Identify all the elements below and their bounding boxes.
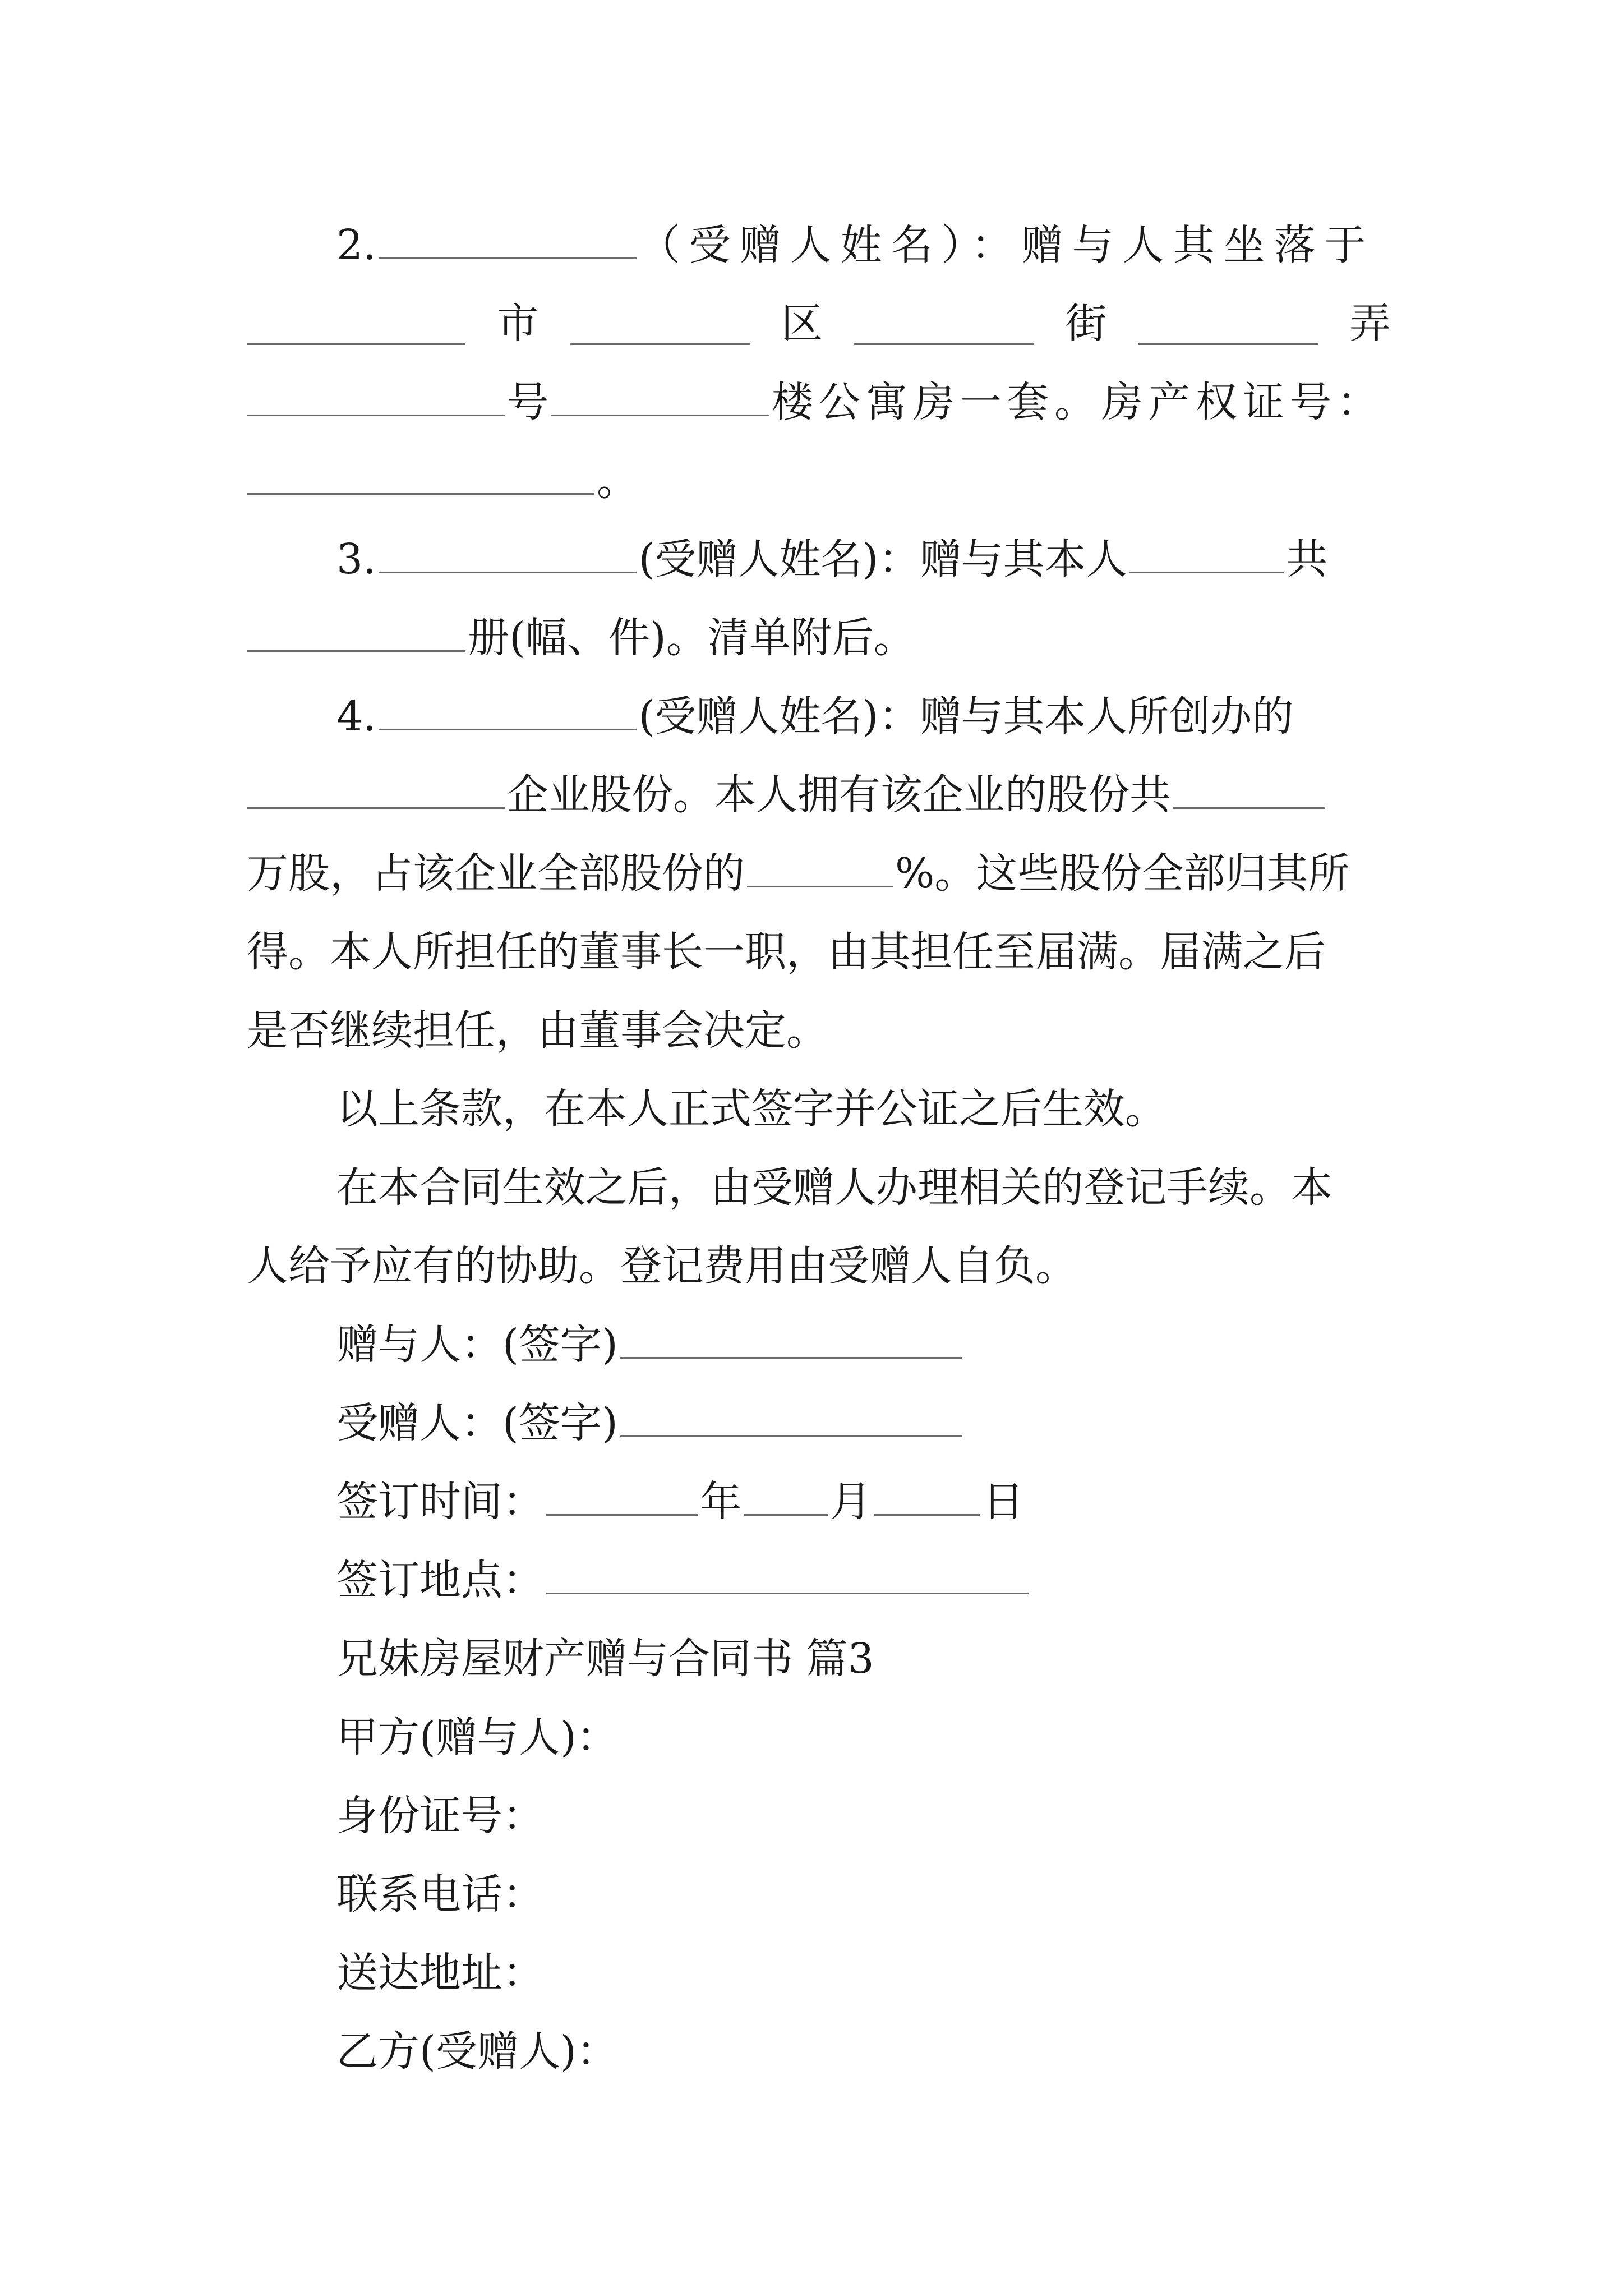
phone-label: 联系电话：	[336, 1870, 544, 1918]
donee-signature-blank	[620, 1395, 962, 1437]
section-title	[336, 1631, 1391, 1687]
blank-field	[379, 688, 637, 730]
item4-line3	[247, 845, 1391, 901]
donee-sign-label: 受赠人：(签字)	[336, 1399, 618, 1447]
item2-end: 。	[597, 457, 638, 505]
blank-field	[551, 374, 769, 416]
item-number: 2.	[336, 221, 376, 269]
blank-field	[1138, 303, 1318, 345]
item-number: 3.	[336, 535, 376, 583]
register-line2	[247, 1238, 1391, 1294]
item3-tail: 册(幅、件)。清单附后。	[468, 614, 915, 662]
item4-line2	[247, 767, 1391, 823]
sign-place-blank	[546, 1552, 1029, 1594]
item4-line2-text: 企业股份。本人拥有该企业的股份共	[507, 771, 1171, 819]
item2-tail: 楼公寓房一套。房产权证号：	[772, 378, 1384, 426]
donor-signature-line	[336, 1317, 1391, 1373]
certificate-blank	[247, 453, 594, 495]
register-text2: 人给予应有的协助。登记费用由受赠人自负。	[247, 1242, 1077, 1290]
day-blank	[874, 1474, 980, 1516]
donee-signature-line	[336, 1395, 1391, 1451]
register-line1	[336, 1159, 1391, 1216]
month-blank	[744, 1474, 828, 1516]
item2-line1	[336, 217, 1391, 273]
blank-field	[247, 610, 465, 652]
lane-label: 弄	[1349, 300, 1391, 348]
item3-line2	[247, 610, 1391, 666]
id-number-label: 身份证号：	[336, 1792, 544, 1840]
month-label: 月	[830, 1478, 872, 1526]
donor-signature-blank	[620, 1317, 962, 1359]
item2-line2	[247, 296, 1391, 352]
blank-field	[570, 303, 750, 345]
item4-text: (受赠人姓名)：赠与其本人所创办的	[638, 692, 1294, 740]
item3-gong: 共	[1286, 535, 1328, 583]
item2-line4	[247, 453, 1391, 509]
address-label: 送达地址：	[336, 1949, 544, 1997]
item4-line5-text: 是否继续担任，由董事会决定。	[247, 1006, 828, 1055]
party-b-label: 乙方(受赠人)：	[336, 2027, 618, 2076]
year-label: 年	[700, 1478, 741, 1526]
sign-time-label: 签订时间：	[336, 1478, 544, 1526]
sign-time-line	[336, 1474, 1391, 1530]
item4-line4	[247, 924, 1391, 980]
blank-field	[1173, 767, 1325, 809]
party-a-label: 甲方(赠与人)：	[336, 1713, 618, 1761]
blank-field	[379, 531, 637, 573]
item4-line5	[247, 1002, 1391, 1059]
donor-sign-label: 赠与人：(签字)	[336, 1320, 618, 1369]
phone-line	[336, 1866, 1391, 1922]
blank-field	[247, 374, 505, 416]
percent-blank	[747, 845, 893, 887]
effect-text: 以上条款，在本人正式签字并公证之后生效。	[336, 1085, 1166, 1133]
sign-place-label: 签订地点：	[336, 1556, 544, 1604]
blank-field	[1129, 531, 1284, 573]
number-label: 号	[507, 378, 548, 426]
item3-text: (受赠人姓名)：赠与其本人	[638, 535, 1128, 583]
effect-clause	[336, 1081, 1391, 1137]
item4-line4-text: 得。本人所担任的董事长一职，由其担任至届满。届满之后	[247, 928, 1326, 976]
enterprise-blank	[247, 767, 505, 809]
item-number: 4.	[336, 692, 376, 740]
item4-line3b: %。这些股份全部归其所	[895, 849, 1350, 898]
city-label: 市	[497, 300, 539, 348]
blank-field	[247, 303, 465, 345]
sign-place-line	[336, 1552, 1391, 1608]
blank-field	[379, 217, 637, 259]
item4-line1	[336, 688, 1391, 744]
blank-field	[854, 303, 1034, 345]
day-label: 日	[983, 1478, 1024, 1526]
district-label: 区	[781, 300, 823, 348]
item2-text: （受赠人姓名）：赠与人其坐落于	[638, 221, 1375, 269]
item3-line1	[336, 531, 1391, 587]
id-number-line	[336, 1788, 1391, 1844]
item2-line3	[247, 374, 1391, 430]
address-line	[336, 1945, 1391, 2001]
item4-line3a: 万股，占该企业全部股份的	[247, 849, 745, 898]
party-b-line	[336, 2023, 1391, 2079]
year-blank	[546, 1474, 698, 1516]
section-title-text: 兄妹房屋财产赠与合同书 篇3	[336, 1635, 874, 1683]
street-label: 街	[1065, 300, 1107, 348]
party-a-line	[336, 1709, 1391, 1765]
register-text1: 在本合同生效之后，由受赠人办理相关的登记手续。本	[336, 1163, 1332, 1212]
